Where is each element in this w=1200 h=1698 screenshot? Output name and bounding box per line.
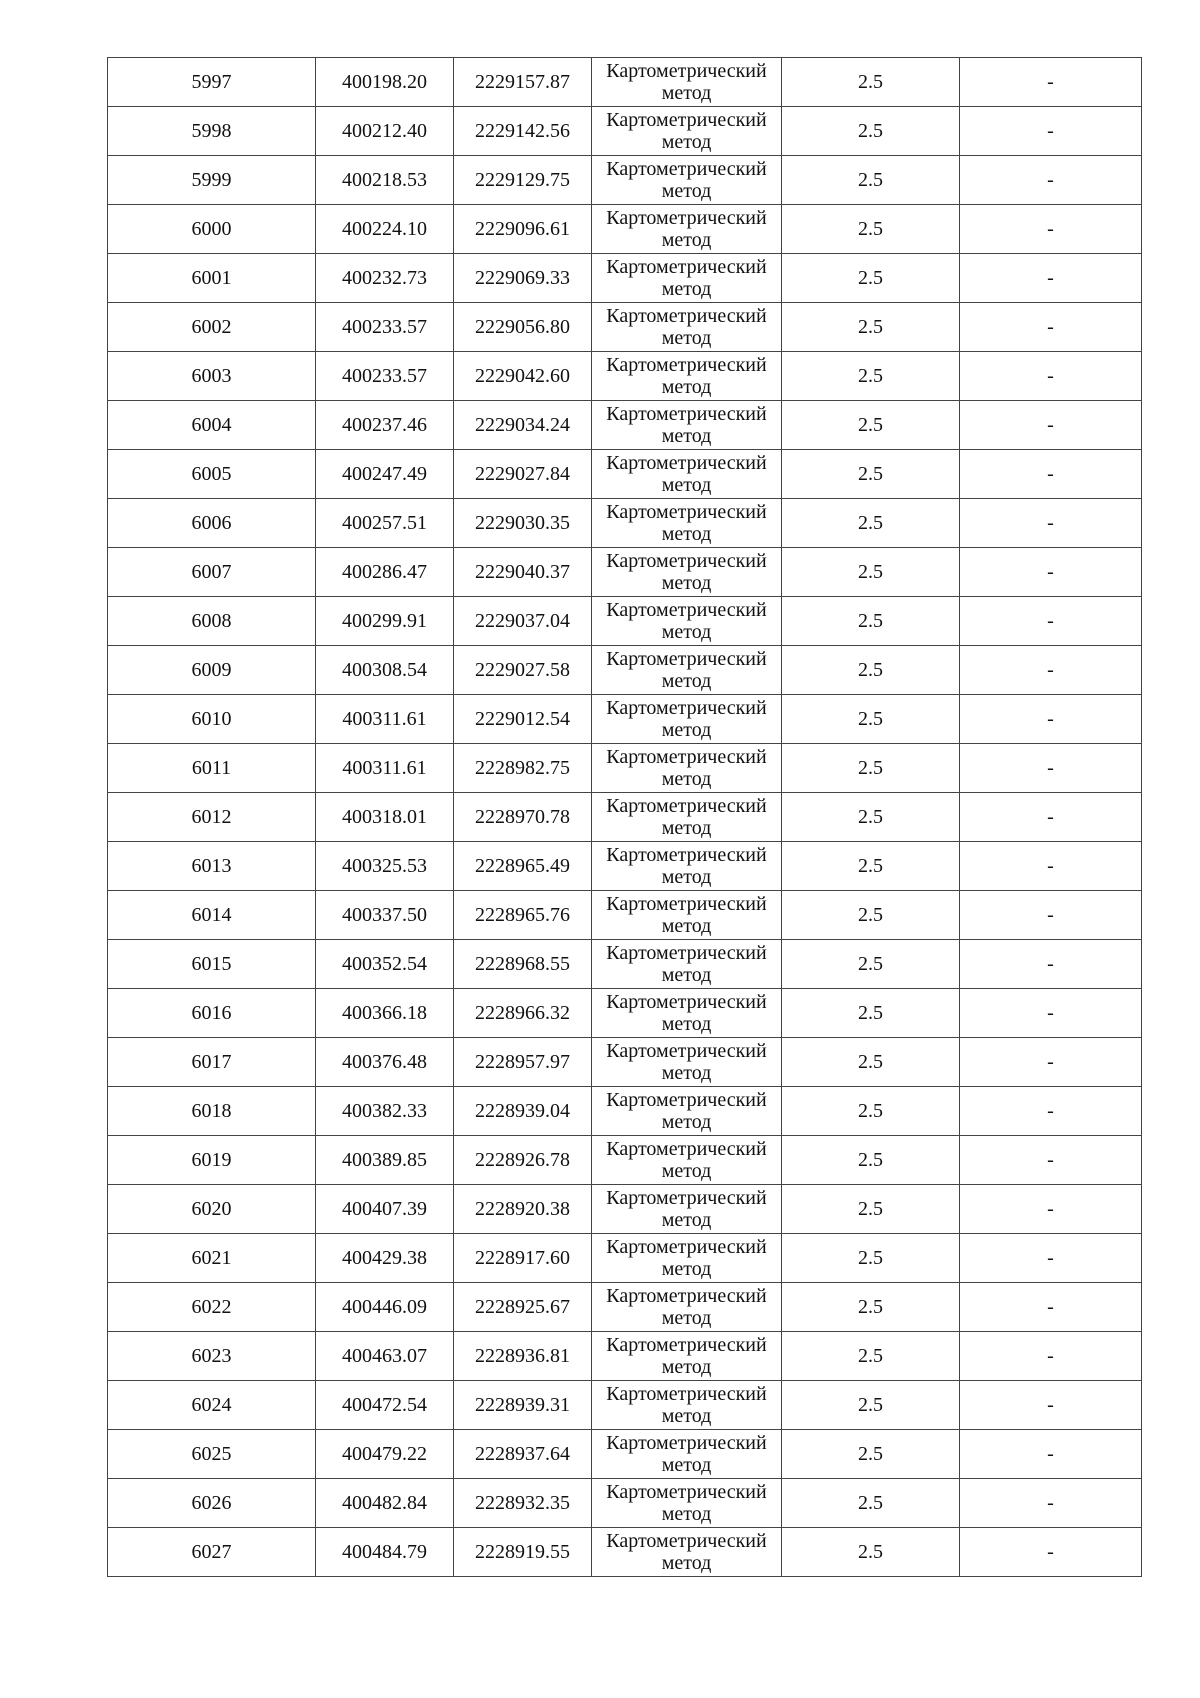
x-coordinate-cell: 400382.33 [316,1087,454,1136]
accuracy-cell: 2.5 [782,254,960,303]
method-line-2: метод [661,572,712,594]
method-cell [592,1038,782,1087]
x-coordinate-cell: 400389.85 [316,1136,454,1185]
method-cell [592,107,782,156]
method-line-1: Картометрический [606,1040,767,1062]
point-number-cell: 6016 [108,989,316,1038]
y-coordinate-cell: 2228957.97 [454,1038,592,1087]
table-row [108,1038,1142,1087]
x-coordinate-cell: 400325.53 [316,842,454,891]
note-cell: - [960,1136,1142,1185]
y-coordinate-cell: 2228920.38 [454,1185,592,1234]
method-line-1: Картометрический [606,1432,767,1454]
point-number-cell: 6001 [108,254,316,303]
point-number-cell: 6018 [108,1087,316,1136]
method-line-2: метод [661,719,712,741]
table-row [108,548,1142,597]
method-line-1: Картометрический [606,1236,767,1258]
method-cell [592,695,782,744]
x-coordinate-cell: 400299.91 [316,597,454,646]
method-cell [592,744,782,793]
note-cell: - [960,744,1142,793]
x-coordinate-cell: 400224.10 [316,205,454,254]
method-cell [592,842,782,891]
note-cell: - [960,940,1142,989]
method-line-2: метод [661,1013,712,1035]
table-row [108,842,1142,891]
y-coordinate-cell: 2228982.75 [454,744,592,793]
accuracy-cell: 2.5 [782,58,960,107]
note-cell: - [960,107,1142,156]
coordinates-table [107,57,1142,1577]
method-cell [592,352,782,401]
y-coordinate-cell: 2228936.81 [454,1332,592,1381]
y-coordinate-cell: 2228926.78 [454,1136,592,1185]
y-coordinate-cell: 2229069.33 [454,254,592,303]
method-line-1: Картометрический [606,60,767,82]
x-coordinate-cell: 400237.46 [316,401,454,450]
note-cell: - [960,1528,1142,1577]
accuracy-cell: 2.5 [782,107,960,156]
note-cell: - [960,597,1142,646]
x-coordinate-cell: 400311.61 [316,744,454,793]
point-number-cell: 6021 [108,1234,316,1283]
method-line-1: Картометрический [606,795,767,817]
y-coordinate-cell: 2228919.55 [454,1528,592,1577]
accuracy-cell: 2.5 [782,597,960,646]
method-line-1: Картометрический [606,354,767,376]
x-coordinate-cell: 400311.61 [316,695,454,744]
accuracy-cell: 2.5 [782,352,960,401]
method-line-1: Картометрический [606,550,767,572]
note-cell: - [960,1234,1142,1283]
accuracy-cell: 2.5 [782,401,960,450]
method-line-2: метод [661,229,712,251]
y-coordinate-cell: 2229027.84 [454,450,592,499]
note-cell: - [960,1283,1142,1332]
accuracy-cell: 2.5 [782,1234,960,1283]
method-line-2: метод [661,1209,712,1231]
method-line-1: Картометрический [606,1481,767,1503]
point-number-cell: 5999 [108,156,316,205]
y-coordinate-cell: 2229042.60 [454,352,592,401]
method-line-2: метод [661,1503,712,1525]
method-line-1: Картометрический [606,991,767,1013]
method-cell [592,597,782,646]
y-coordinate-cell: 2229142.56 [454,107,592,156]
note-cell: - [960,450,1142,499]
point-number-cell: 6002 [108,303,316,352]
x-coordinate-cell: 400232.73 [316,254,454,303]
method-cell [592,1332,782,1381]
method-line-2: метод [661,1454,712,1476]
y-coordinate-cell: 2228939.04 [454,1087,592,1136]
method-line-2: метод [661,278,712,300]
note-cell: - [960,156,1142,205]
method-cell [592,989,782,1038]
point-number-cell: 6006 [108,499,316,548]
method-line-2: метод [661,523,712,545]
note-cell: - [960,1185,1142,1234]
note-cell: - [960,1381,1142,1430]
method-line-1: Картометрический [606,501,767,523]
accuracy-cell: 2.5 [782,1479,960,1528]
note-cell: - [960,205,1142,254]
point-number-cell: 6017 [108,1038,316,1087]
method-line-1: Картометрический [606,697,767,719]
table-row [108,646,1142,695]
method-line-2: метод [661,180,712,202]
x-coordinate-cell: 400308.54 [316,646,454,695]
table-row [108,352,1142,401]
point-number-cell: 6027 [108,1528,316,1577]
note-cell: - [960,1430,1142,1479]
y-coordinate-cell: 2228937.64 [454,1430,592,1479]
method-line-1: Картометрический [606,648,767,670]
point-number-cell: 6005 [108,450,316,499]
x-coordinate-cell: 400286.47 [316,548,454,597]
method-cell [592,1283,782,1332]
y-coordinate-cell: 2228965.49 [454,842,592,891]
table-row [108,58,1142,107]
table-row [108,793,1142,842]
x-coordinate-cell: 400366.18 [316,989,454,1038]
accuracy-cell: 2.5 [782,793,960,842]
note-cell: - [960,303,1142,352]
point-number-cell: 6013 [108,842,316,891]
accuracy-cell: 2.5 [782,1087,960,1136]
method-cell [592,1528,782,1577]
y-coordinate-cell: 2229129.75 [454,156,592,205]
y-coordinate-cell: 2229027.58 [454,646,592,695]
point-number-cell: 6020 [108,1185,316,1234]
method-line-2: метод [661,670,712,692]
note-cell: - [960,352,1142,401]
accuracy-cell: 2.5 [782,1136,960,1185]
table-row [108,156,1142,205]
method-line-2: метод [661,964,712,986]
point-number-cell: 6019 [108,1136,316,1185]
x-coordinate-cell: 400233.57 [316,352,454,401]
point-number-cell: 6004 [108,401,316,450]
method-line-2: метод [661,131,712,153]
table-row [108,401,1142,450]
point-number-cell: 6023 [108,1332,316,1381]
accuracy-cell: 2.5 [782,1283,960,1332]
table-row [108,1332,1142,1381]
accuracy-cell: 2.5 [782,1185,960,1234]
table-row [108,1283,1142,1332]
point-number-cell: 6008 [108,597,316,646]
x-coordinate-cell: 400446.09 [316,1283,454,1332]
method-cell [592,1234,782,1283]
note-cell: - [960,1479,1142,1528]
table-row [108,1087,1142,1136]
method-line-1: Картометрический [606,1187,767,1209]
note-cell: - [960,842,1142,891]
accuracy-cell: 2.5 [782,499,960,548]
accuracy-cell: 2.5 [782,646,960,695]
note-cell: - [960,1087,1142,1136]
y-coordinate-cell: 2228968.55 [454,940,592,989]
table-row [108,1479,1142,1528]
method-line-1: Картометрический [606,207,767,229]
method-cell [592,58,782,107]
x-coordinate-cell: 400318.01 [316,793,454,842]
accuracy-cell: 2.5 [782,156,960,205]
point-number-cell: 6022 [108,1283,316,1332]
x-coordinate-cell: 400479.22 [316,1430,454,1479]
method-cell [592,646,782,695]
method-line-1: Картометрический [606,942,767,964]
accuracy-cell: 2.5 [782,940,960,989]
table-row [108,1234,1142,1283]
table-row [108,107,1142,156]
accuracy-cell: 2.5 [782,1528,960,1577]
x-coordinate-cell: 400212.40 [316,107,454,156]
point-number-cell: 6015 [108,940,316,989]
x-coordinate-cell: 400429.38 [316,1234,454,1283]
y-coordinate-cell: 2229034.24 [454,401,592,450]
y-coordinate-cell: 2229096.61 [454,205,592,254]
method-line-2: метод [661,915,712,937]
y-coordinate-cell: 2228917.60 [454,1234,592,1283]
note-cell: - [960,254,1142,303]
method-line-2: метод [661,1405,712,1427]
method-line-2: метод [661,817,712,839]
accuracy-cell: 2.5 [782,989,960,1038]
note-cell: - [960,646,1142,695]
point-number-cell: 6010 [108,695,316,744]
method-cell [592,205,782,254]
table-row [108,695,1142,744]
method-line-1: Картометрический [606,256,767,278]
method-line-2: метод [661,474,712,496]
method-cell [592,450,782,499]
accuracy-cell: 2.5 [782,450,960,499]
method-line-2: метод [661,1552,712,1574]
y-coordinate-cell: 2229030.35 [454,499,592,548]
x-coordinate-cell: 400376.48 [316,1038,454,1087]
accuracy-cell: 2.5 [782,744,960,793]
point-number-cell: 6012 [108,793,316,842]
table-row [108,1185,1142,1234]
method-line-2: метод [661,1160,712,1182]
method-line-2: метод [661,621,712,643]
method-line-2: метод [661,1258,712,1280]
accuracy-cell: 2.5 [782,1381,960,1430]
method-cell [592,793,782,842]
method-line-2: метод [661,866,712,888]
method-line-1: Картометрический [606,1530,767,1552]
note-cell: - [960,499,1142,548]
x-coordinate-cell: 400198.20 [316,58,454,107]
y-coordinate-cell: 2229012.54 [454,695,592,744]
coordinates-table-body [108,58,1142,1577]
accuracy-cell: 2.5 [782,548,960,597]
method-cell [592,940,782,989]
method-cell [592,1479,782,1528]
note-cell: - [960,891,1142,940]
x-coordinate-cell: 400233.57 [316,303,454,352]
y-coordinate-cell: 2229040.37 [454,548,592,597]
point-number-cell: 6014 [108,891,316,940]
method-line-2: метод [661,327,712,349]
method-line-2: метод [661,82,712,104]
table-row [108,1136,1142,1185]
method-cell [592,1087,782,1136]
method-cell [592,156,782,205]
note-cell: - [960,401,1142,450]
method-line-2: метод [661,1356,712,1378]
y-coordinate-cell: 2229037.04 [454,597,592,646]
table-row [108,1528,1142,1577]
table-row [108,597,1142,646]
y-coordinate-cell: 2229157.87 [454,58,592,107]
method-line-2: метод [661,1111,712,1133]
point-number-cell: 5997 [108,58,316,107]
x-coordinate-cell: 400257.51 [316,499,454,548]
method-cell [592,1136,782,1185]
y-coordinate-cell: 2228970.78 [454,793,592,842]
method-cell [592,499,782,548]
y-coordinate-cell: 2228939.31 [454,1381,592,1430]
note-cell: - [960,989,1142,1038]
y-coordinate-cell: 2228966.32 [454,989,592,1038]
table-row [108,499,1142,548]
method-cell [592,548,782,597]
method-cell [592,1185,782,1234]
x-coordinate-cell: 400337.50 [316,891,454,940]
table-row [108,254,1142,303]
table-row [108,205,1142,254]
note-cell: - [960,1038,1142,1087]
x-coordinate-cell: 400247.49 [316,450,454,499]
point-number-cell: 6024 [108,1381,316,1430]
x-coordinate-cell: 400407.39 [316,1185,454,1234]
method-line-2: метод [661,1062,712,1084]
accuracy-cell: 2.5 [782,1332,960,1381]
x-coordinate-cell: 400463.07 [316,1332,454,1381]
method-cell [592,891,782,940]
y-coordinate-cell: 2229056.80 [454,303,592,352]
table-row [108,1430,1142,1479]
method-cell [592,1381,782,1430]
accuracy-cell: 2.5 [782,1430,960,1479]
note-cell: - [960,1332,1142,1381]
table-row [108,744,1142,793]
method-line-2: метод [661,376,712,398]
accuracy-cell: 2.5 [782,1038,960,1087]
method-cell [592,303,782,352]
method-line-1: Картометрический [606,746,767,768]
note-cell: - [960,548,1142,597]
method-cell [592,401,782,450]
table-row [108,989,1142,1038]
point-number-cell: 5998 [108,107,316,156]
method-line-1: Картометрический [606,158,767,180]
method-line-1: Картометрический [606,844,767,866]
x-coordinate-cell: 400352.54 [316,940,454,989]
note-cell: - [960,793,1142,842]
point-number-cell: 6003 [108,352,316,401]
table-row [108,303,1142,352]
table-row [108,891,1142,940]
y-coordinate-cell: 2228925.67 [454,1283,592,1332]
point-number-cell: 6009 [108,646,316,695]
method-line-1: Картометрический [606,1334,767,1356]
method-line-2: метод [661,425,712,447]
table-row [108,940,1142,989]
point-number-cell: 6007 [108,548,316,597]
table-row [108,1381,1142,1430]
point-number-cell: 6000 [108,205,316,254]
point-number-cell: 6026 [108,1479,316,1528]
x-coordinate-cell: 400484.79 [316,1528,454,1577]
y-coordinate-cell: 2228932.35 [454,1479,592,1528]
table-row [108,450,1142,499]
method-cell [592,254,782,303]
method-line-1: Картометрический [606,1089,767,1111]
method-line-1: Картометрический [606,599,767,621]
x-coordinate-cell: 400472.54 [316,1381,454,1430]
accuracy-cell: 2.5 [782,303,960,352]
note-cell: - [960,58,1142,107]
method-line-2: метод [661,768,712,790]
method-line-1: Картометрический [606,305,767,327]
method-line-1: Картометрический [606,1383,767,1405]
accuracy-cell: 2.5 [782,695,960,744]
accuracy-cell: 2.5 [782,891,960,940]
note-cell: - [960,695,1142,744]
accuracy-cell: 2.5 [782,842,960,891]
method-line-1: Картометрический [606,403,767,425]
method-line-2: метод [661,1307,712,1329]
method-line-1: Картометрический [606,1138,767,1160]
point-number-cell: 6011 [108,744,316,793]
accuracy-cell: 2.5 [782,205,960,254]
y-coordinate-cell: 2228965.76 [454,891,592,940]
method-line-1: Картометрический [606,452,767,474]
x-coordinate-cell: 400218.53 [316,156,454,205]
method-cell [592,1430,782,1479]
method-line-1: Картометрический [606,893,767,915]
method-line-1: Картометрический [606,1285,767,1307]
x-coordinate-cell: 400482.84 [316,1479,454,1528]
method-line-1: Картометрический [606,109,767,131]
point-number-cell: 6025 [108,1430,316,1479]
